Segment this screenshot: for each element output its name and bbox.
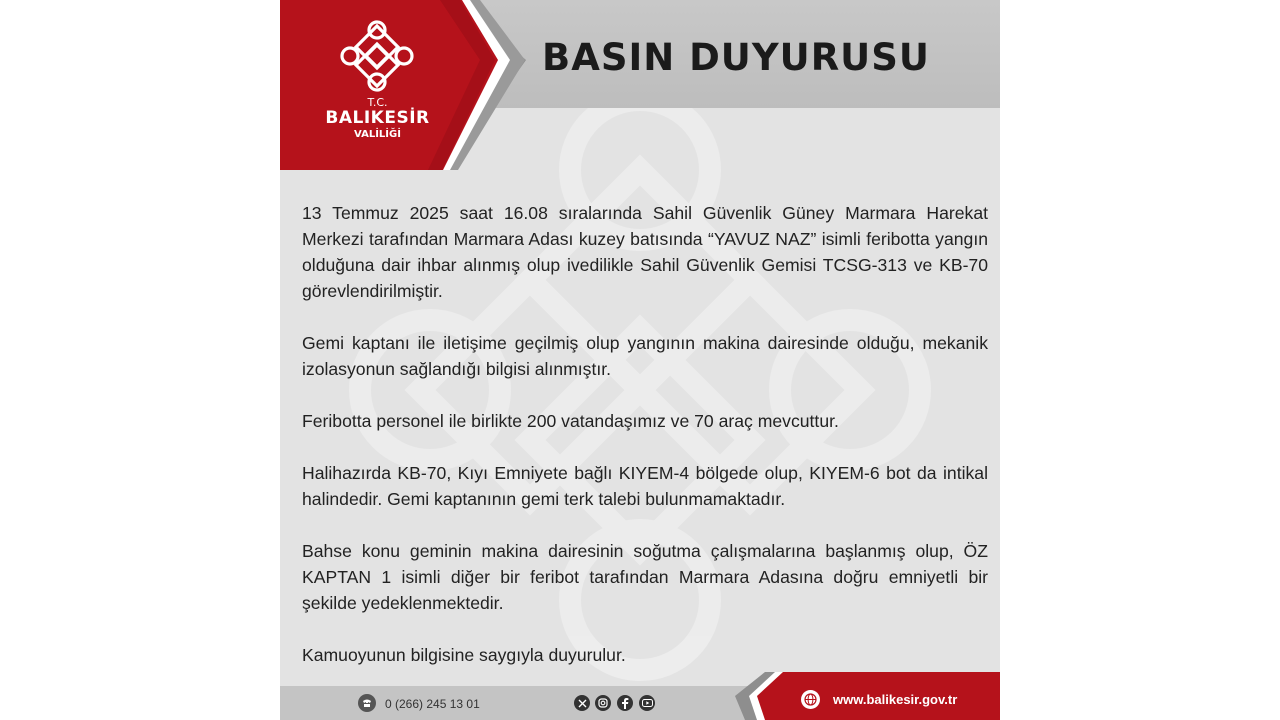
logo-tc-text: T.C.	[367, 96, 388, 109]
facebook-icon[interactable]	[617, 695, 633, 711]
footer	[280, 672, 1000, 720]
press-release-body	[302, 200, 988, 668]
instagram-icon[interactable]	[595, 695, 611, 711]
paragraph-3: Feribotta personel ile birlikte 200 vatandaşımız ve 70 araç mevcuttur.	[302, 411, 839, 431]
youtube-icon[interactable]	[639, 695, 655, 711]
website-link[interactable]: www.balikesir.gov.tr	[833, 692, 958, 707]
paragraph-5: Bahse konu geminin makina dairesinin soğutma çalışmalarına başlanmış olup, ÖZ KAPTAN 1 isimli diğer bir feribot tarafından Marmara Adasına doğru emniyetli bir şekilde yedeklenmektedir.	[302, 541, 988, 613]
paragraph-6: Kamuoyunun bilgisine saygıyla duyurulur.	[302, 645, 626, 665]
press-release-card	[280, 0, 1000, 720]
paragraph-4: Halihazırda KB-70, Kıyı Emniyete bağlı KIYEM-4 bölgede olup, KIYEM-6 bot da intikal halindedir. Gemi kaptanının gemi terk talebi bulunmamaktadır.	[302, 463, 988, 509]
globe-icon	[801, 690, 820, 709]
paragraph-1: 13 Temmuz 2025 saat 16.08 sıralarında Sahil Güvenlik Güney Marmara Harekat Merkezi tarafından Marmara Adası kuzey batısında “YAVUZ NAZ” isimli feribotta yangın olduğuna dair ihbar alınmış olup ivedilikle Sahil Güvenlik Gemisi TCSG-313 ve KB-70 görevlendirilmiştir.	[302, 203, 988, 301]
phone-icon	[358, 694, 376, 712]
balikesir-knot-logo	[340, 20, 415, 92]
x-icon[interactable]	[574, 695, 590, 711]
paragraph-2: Gemi kaptanı ile iletişime geçilmiş olup yangının makina dairesinde olduğu, mekanik izolasyonun sağlandığı bilgisi alınmıştır.	[302, 333, 988, 379]
logo-city-text: BALIKESİR	[325, 108, 430, 128]
phone-number: 0 (266) 245 13 01	[385, 697, 480, 711]
page-title: BASIN DUYURUSU	[542, 36, 930, 79]
logo-sub-text: VALİLİĞİ	[354, 129, 401, 140]
